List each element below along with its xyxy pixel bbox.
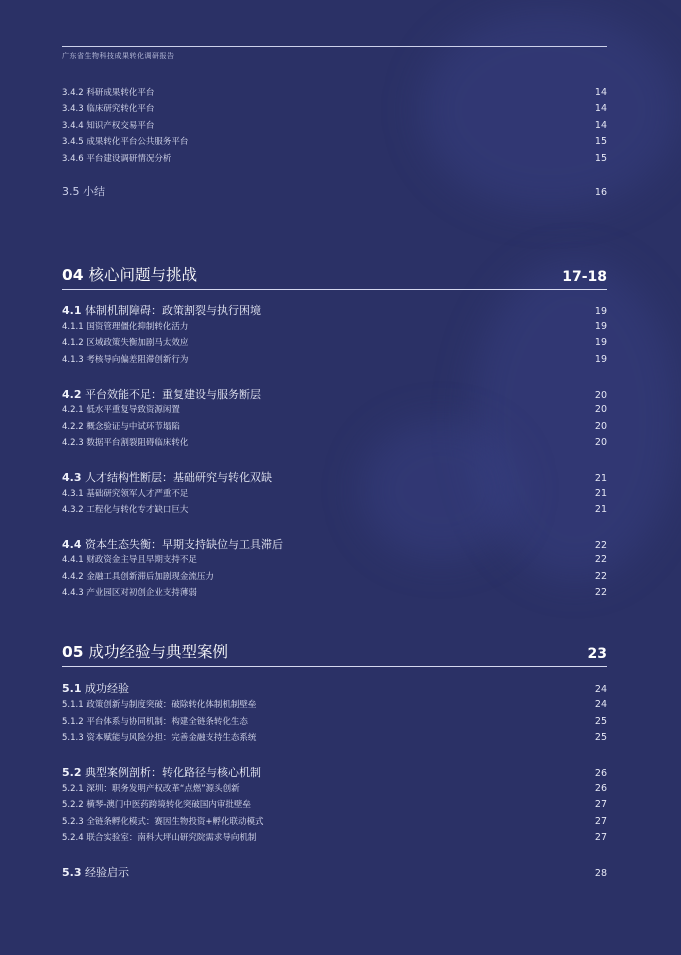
section-title: 体制机制障碍：政策割裂与执行困境 xyxy=(85,304,261,317)
section-number: 5.3 xyxy=(62,866,82,879)
chapter-title: 核心问题与挑战 xyxy=(88,266,198,284)
section-page: 22 xyxy=(594,540,607,551)
toc-entry[interactable] xyxy=(62,119,607,131)
toc-entry[interactable] xyxy=(62,698,607,710)
report-header-title: 广东省生物科技成果转化调研报告 xyxy=(62,52,175,60)
toc-entry-label: 5.2.3 全链条孵化模式：赛因生物投资+孵化联动模式 xyxy=(62,817,264,827)
toc-entry-label: 3.4.2 科研成果转化平台 xyxy=(62,88,155,98)
toc-entry-page: 22 xyxy=(594,587,607,598)
toc-entry[interactable] xyxy=(62,135,607,147)
toc-entry-label: 5.1.1 政策创新与制度突破：破除转化体制机制壁垒 xyxy=(62,700,257,710)
toc-entry[interactable] xyxy=(62,570,607,582)
toc-entry-page: 14 xyxy=(594,87,607,98)
toc-entry[interactable] xyxy=(62,798,607,810)
toc-entry-label: 5.1.2 平台体系与协同机制：构建全链条转化生态 xyxy=(62,717,248,727)
toc-entry-label: 4.2.1 低水平重复导致资源闲置 xyxy=(62,405,180,415)
toc-entry-label: 5.2.2 横琴-澳门中医药跨境转化突破国内审批壁垒 xyxy=(62,800,251,810)
toc-entry-label: 4.4.2 金融工具创新滞后加剧现金流压力 xyxy=(62,572,214,582)
toc-entry[interactable] xyxy=(62,420,607,432)
toc-entry[interactable] xyxy=(62,831,607,843)
toc-entry-page: 19 xyxy=(594,321,607,332)
section-page: 24 xyxy=(594,684,607,695)
toc-entry-label: 4.4.3 产业园区对初创企业支持薄弱 xyxy=(62,588,197,598)
toc-entry-page: 24 xyxy=(594,699,607,710)
chapter-title: 成功经验与典型案例 xyxy=(88,643,229,661)
section-number: 4.4 xyxy=(62,538,82,551)
toc-entry-page: 21 xyxy=(594,504,607,515)
section-number: 4.2 xyxy=(62,388,82,401)
toc-entry-page: 27 xyxy=(594,832,607,843)
toc-entry-page: 27 xyxy=(594,799,607,810)
chapter-pages: 23 xyxy=(587,646,607,662)
chapter-number: 04 xyxy=(62,266,84,284)
toc-entry-label: 5.2.4 联合实验室：南科大坪山研究院需求导向机制 xyxy=(62,833,257,843)
toc-entry[interactable] xyxy=(62,353,607,365)
toc-entry[interactable] xyxy=(62,586,607,598)
toc-entry-label: 4.1.2 区域政策失衡加剧马太效应 xyxy=(62,338,189,348)
toc-entry-page: 27 xyxy=(594,816,607,827)
chapter-05-heading[interactable] xyxy=(62,640,607,667)
chapter-number: 05 xyxy=(62,643,84,661)
toc-entry-page: 26 xyxy=(594,783,607,794)
toc-entry-label: 3.4.6 平台建设调研情况分析 xyxy=(62,154,172,164)
chapter-04-heading[interactable] xyxy=(62,263,607,290)
toc-entry[interactable] xyxy=(62,553,607,565)
section-number: 5.1 xyxy=(62,682,82,695)
toc-entry-label: 4.3.1 基础研究领军人才严重不足 xyxy=(62,489,189,499)
toc-entry-page: 20 xyxy=(594,404,607,415)
toc-entry-page: 21 xyxy=(594,488,607,499)
toc-section-4-4[interactable] xyxy=(62,536,607,552)
toc-entry-label: 4.3.2 工程化与转化专才缺口巨大 xyxy=(62,505,189,515)
section-page: 19 xyxy=(594,306,607,317)
section-title: 成功经验 xyxy=(85,682,129,695)
toc-entry-label: 4.1.3 考核导向偏差阻滞创新行为 xyxy=(62,355,189,365)
toc-entry[interactable] xyxy=(62,102,607,114)
section-number: 4.3 xyxy=(62,471,82,484)
toc-entry-page: 22 xyxy=(594,571,607,582)
toc-entry-label: 4.2.3 数据平台割裂阻碍临床转化 xyxy=(62,438,189,448)
chapter-pages: 17-18 xyxy=(562,269,607,285)
toc-entry[interactable] xyxy=(62,152,607,164)
toc-entry[interactable] xyxy=(62,403,607,415)
toc-entry[interactable] xyxy=(62,86,607,98)
toc-summary-label: 3.5 小结 xyxy=(62,185,105,198)
section-title: 人才结构性断层：基础研究与转化双缺 xyxy=(85,471,272,484)
toc-entry-page: 14 xyxy=(594,103,607,114)
toc-entry-page: 25 xyxy=(594,716,607,727)
toc-entry-page: 15 xyxy=(594,153,607,164)
toc-entry-page: 20 xyxy=(594,421,607,432)
toc-entry[interactable] xyxy=(62,503,607,515)
section-page: 26 xyxy=(594,768,607,779)
toc-entry[interactable] xyxy=(62,336,607,348)
toc-entry[interactable] xyxy=(62,487,607,499)
toc-entry[interactable] xyxy=(62,320,607,332)
toc-entry-page: 19 xyxy=(594,337,607,348)
toc-entry-label: 5.2.1 深圳：职务发明产权改革“点燃”源头创新 xyxy=(62,784,240,794)
toc-entry[interactable] xyxy=(62,436,607,448)
toc-entry-label: 4.4.1 财政资金主导且早期支持不足 xyxy=(62,555,197,565)
header-divider xyxy=(62,46,607,47)
toc-entry-page: 19 xyxy=(594,354,607,365)
toc-entry-label: 4.2.2 概念验证与中试环节塌陷 xyxy=(62,422,180,432)
toc-entry-label: 4.1.1 国资管理僵化抑制转化活力 xyxy=(62,322,189,332)
toc-entry[interactable] xyxy=(62,815,607,827)
toc-section-4-1[interactable] xyxy=(62,302,607,318)
section-page: 28 xyxy=(594,868,607,879)
toc-entry[interactable] xyxy=(62,782,607,794)
toc-entry-page: 22 xyxy=(594,554,607,565)
section-page: 21 xyxy=(594,473,607,484)
section-title: 经验启示 xyxy=(85,866,129,879)
toc-entry-label: 5.1.3 资本赋能与风险分担：完善金融支持生态系统 xyxy=(62,733,257,743)
toc-section-4-2[interactable] xyxy=(62,386,607,402)
toc-section-5-1[interactable] xyxy=(62,680,607,696)
section-title: 资本生态失衡：早期支持缺位与工具滞后 xyxy=(85,538,283,551)
toc-section-5-3[interactable] xyxy=(62,864,607,880)
toc-section-4-3[interactable] xyxy=(62,469,607,485)
section-number: 5.2 xyxy=(62,766,82,779)
toc-summary-3-5[interactable] xyxy=(62,183,607,199)
toc-entry-label: 3.4.4 知识产权交易平台 xyxy=(62,121,155,131)
toc-entry-page: 15 xyxy=(594,136,607,147)
toc-entry-label: 3.4.5 成果转化平台公共服务平台 xyxy=(62,137,189,147)
toc-summary-page: 16 xyxy=(594,187,607,198)
toc-section-5-2[interactable] xyxy=(62,764,607,780)
toc-entry-label: 3.4.3 临床研究转化平台 xyxy=(62,104,155,114)
toc-entry[interactable] xyxy=(62,715,607,727)
toc-entry[interactable] xyxy=(62,731,607,743)
section-number: 4.1 xyxy=(62,304,82,317)
section-title: 平台效能不足：重复建设与服务断层 xyxy=(85,388,261,401)
section-page: 20 xyxy=(594,390,607,401)
toc-entry-page: 20 xyxy=(594,437,607,448)
toc-entry-page: 14 xyxy=(594,120,607,131)
toc-entry-page: 25 xyxy=(594,732,607,743)
section-title: 典型案例剖析：转化路径与核心机制 xyxy=(85,766,261,779)
